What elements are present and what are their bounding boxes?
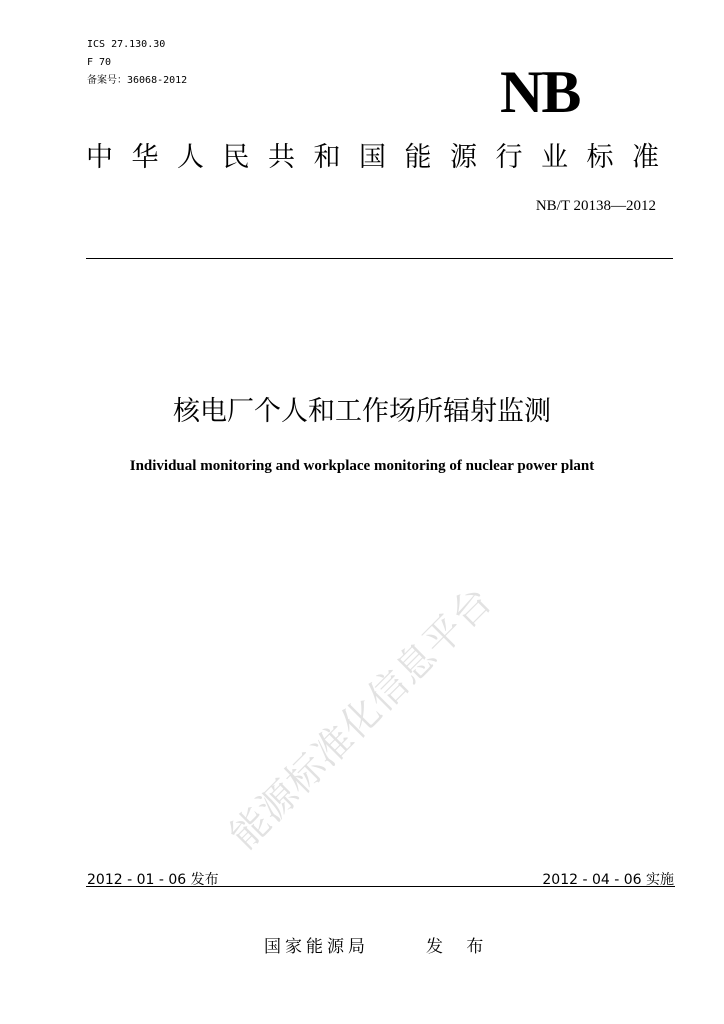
- standard-number: NB/T 20138—2012: [535, 198, 656, 214]
- header-divider: [86, 258, 673, 259]
- industry-standard-title: 中华人民共和国能源行业标准: [86, 142, 678, 173]
- classification-code: F 70: [87, 57, 112, 68]
- issue-date: 2012 - 01 - 06 发布: [87, 872, 219, 888]
- footer-divider: [86, 886, 675, 887]
- document-title-english: Individual monitoring and workplace monitoring of nuclear power plant: [129, 458, 595, 474]
- document-title-chinese: 核电厂个人和工作场所辐射监测: [173, 396, 551, 427]
- implementation-date: 2012 - 04 - 06 实施: [542, 872, 674, 888]
- nb-logo: NB: [500, 59, 580, 125]
- publish-label: 发 布: [426, 937, 493, 957]
- publisher: 国家能源局: [264, 937, 369, 957]
- watermark: 能源标准化信息平台: [221, 578, 501, 858]
- record-number: 备案号：36068-2012: [87, 75, 188, 86]
- ics-code: ICS 27.130.30: [87, 39, 166, 50]
